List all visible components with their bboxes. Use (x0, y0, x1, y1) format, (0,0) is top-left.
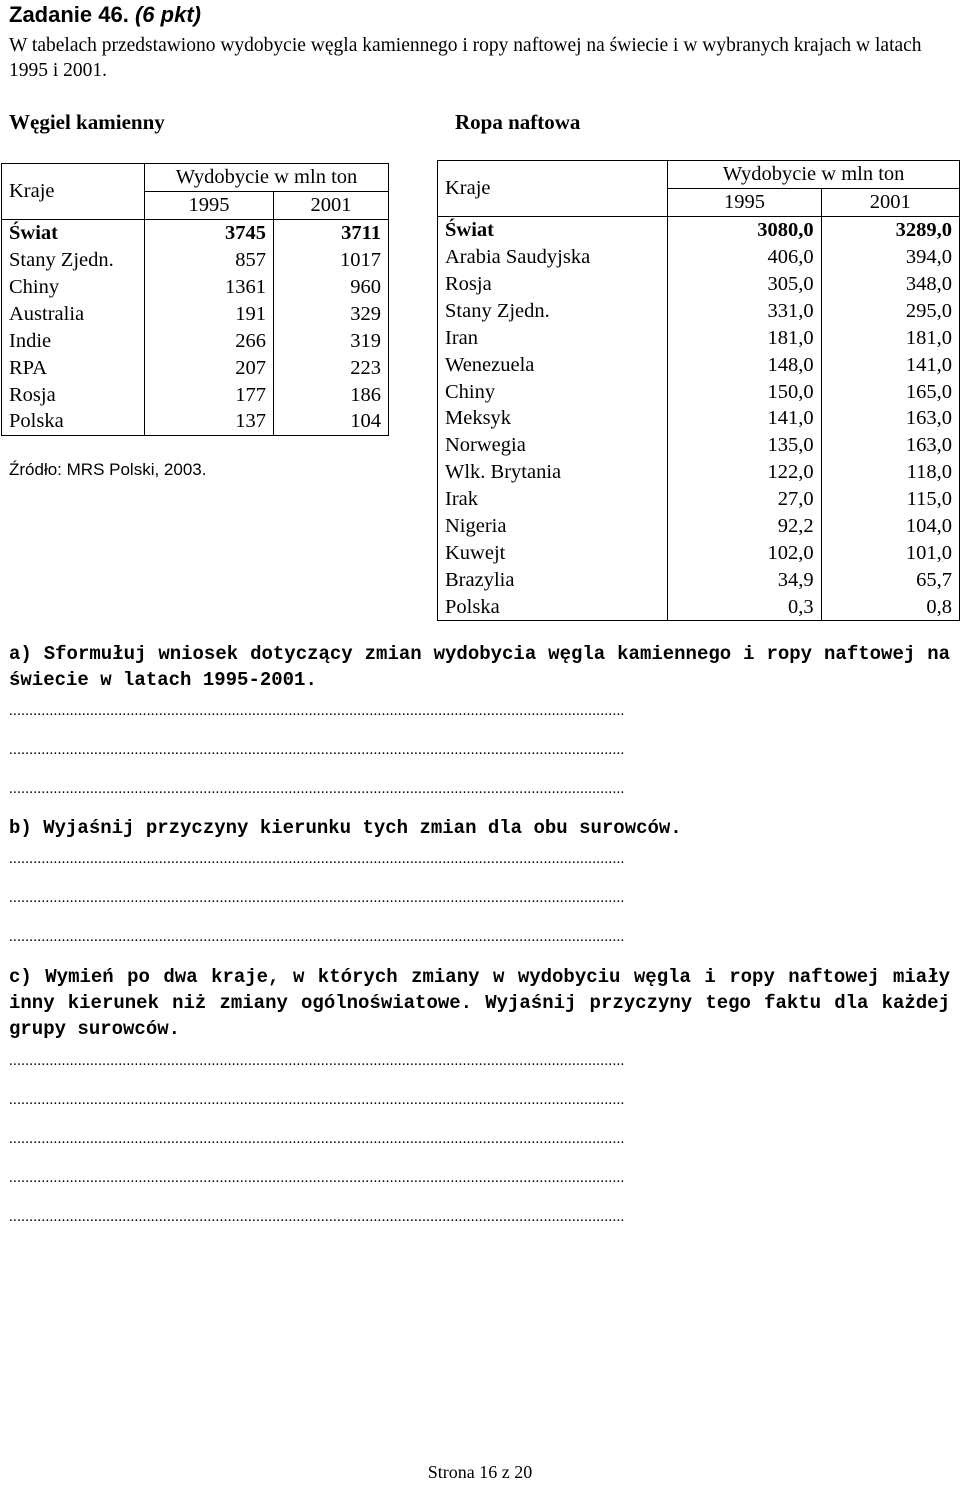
oil-value-1995: 181,0 (668, 324, 821, 351)
coal-country-cell: RPA (2, 354, 145, 381)
coal-header-row (2, 164, 389, 192)
coal-row (2, 300, 389, 327)
answer-line[interactable]: ........................................................................................................................................................ (9, 1209, 625, 1225)
oil-row (438, 216, 960, 243)
oil-value-1995: 331,0 (668, 297, 821, 324)
oil-value-2001: 295,0 (821, 297, 959, 324)
coal-col-production: Wydobycie w mln ton (145, 164, 389, 192)
coal-value-1995: 857 (145, 247, 274, 274)
coal-value-2001: 104 (274, 408, 389, 435)
coal-country-cell: Rosja (2, 381, 145, 408)
oil-value-1995: 305,0 (668, 271, 821, 298)
answer-line[interactable]: ........................................................................................................................................................ (9, 1053, 625, 1069)
coal-country-cell: Polska (2, 408, 145, 435)
oil-col-production: Wydobycie w mln ton (668, 161, 960, 189)
coal-row (2, 274, 389, 301)
oil-row (438, 539, 960, 566)
coal-year-2001: 2001 (274, 191, 389, 219)
oil-value-2001: 101,0 (821, 539, 959, 566)
oil-value-2001: 348,0 (821, 271, 959, 298)
coal-table (1, 163, 389, 436)
coal-col-country: Kraje (2, 164, 145, 220)
oil-year-2001: 2001 (821, 188, 959, 216)
oil-value-2001: 165,0 (821, 378, 959, 405)
oil-row (438, 486, 960, 513)
source-note: Źródło: MRS Polski, 2003. (9, 460, 207, 479)
oil-value-1995: 92,2 (668, 513, 821, 540)
oil-value-2001: 118,0 (821, 459, 959, 486)
coal-value-2001: 3711 (274, 219, 389, 246)
oil-country-cell: Stany Zjedn. (438, 297, 668, 324)
coal-value-2001: 960 (274, 274, 389, 301)
coal-row (2, 327, 389, 354)
oil-value-2001: 3289,0 (821, 216, 959, 243)
oil-row (438, 351, 960, 378)
coal-year-1995: 1995 (145, 191, 274, 219)
answer-line[interactable]: ........................................................................................................................................................ (9, 929, 625, 945)
coal-value-1995: 266 (145, 327, 274, 354)
oil-country-cell: Rosja (438, 271, 668, 298)
task-number: Zadanie 46. (9, 2, 129, 27)
oil-country-cell: Norwegia (438, 432, 668, 459)
answer-line[interactable]: ........................................................................................................................................................ (9, 890, 625, 906)
coal-value-1995: 177 (145, 381, 274, 408)
oil-table (437, 160, 960, 621)
oil-value-2001: 0,8 (821, 593, 959, 620)
oil-row (438, 324, 960, 351)
oil-value-1995: 34,9 (668, 566, 821, 593)
coal-value-2001: 186 (274, 381, 389, 408)
oil-value-2001: 181,0 (821, 324, 959, 351)
oil-row (438, 244, 960, 271)
oil-country-cell: Brazylia (438, 566, 668, 593)
answer-line[interactable]: ........................................................................................................................................................ (9, 1131, 625, 1147)
oil-country-cell: Arabia Saudyjska (438, 244, 668, 271)
oil-value-1995: 122,0 (668, 459, 821, 486)
answer-line[interactable]: ........................................................................................................................................................ (9, 781, 625, 797)
oil-value-2001: 163,0 (821, 405, 959, 432)
oil-row (438, 459, 960, 486)
oil-value-2001: 104,0 (821, 513, 959, 540)
oil-value-1995: 150,0 (668, 378, 821, 405)
oil-country-cell: Meksyk (438, 405, 668, 432)
coal-row (2, 381, 389, 408)
question-c: c) Wymień po dwa kraje, w których zmiany w wydobyciu węgla i ropy naftowej miały inny kierunek niż zmiany ogólnoświatowe. Wyjaśnij przyczyny tego faktu dla każdej grupy surowców. (9, 966, 950, 1040)
coal-title: Węgiel kamienny (9, 110, 165, 134)
task-title (9, 2, 201, 28)
page-footer: Strona 16 z 20 (427, 1462, 533, 1482)
coal-value-2001: 329 (274, 300, 389, 327)
oil-value-1995: 148,0 (668, 351, 821, 378)
coal-value-1995: 191 (145, 300, 274, 327)
coal-row (2, 219, 389, 246)
oil-country-cell: Irak (438, 486, 668, 513)
oil-country-cell: Wlk. Brytania (438, 459, 668, 486)
oil-row (438, 566, 960, 593)
oil-value-1995: 102,0 (668, 539, 821, 566)
oil-value-2001: 394,0 (821, 244, 959, 271)
oil-col-country: Kraje (438, 161, 668, 217)
answer-line[interactable]: ........................................................................................................................................................ (9, 851, 625, 867)
coal-value-1995: 3745 (145, 219, 274, 246)
oil-row (438, 297, 960, 324)
oil-country-cell: Świat (438, 216, 668, 243)
oil-value-2001: 65,7 (821, 566, 959, 593)
oil-header-row (438, 161, 960, 189)
answer-line[interactable]: ........................................................................................................................................................ (9, 1170, 625, 1186)
oil-value-1995: 141,0 (668, 405, 821, 432)
task-intro: W tabelach przedstawiono wydobycie węgla kamiennego i ropy naftowej na świecie i w wybranych krajach w latach 1995 i 2001. (9, 35, 922, 81)
oil-row (438, 513, 960, 540)
answer-line[interactable]: ........................................................................................................................................................ (9, 703, 625, 719)
oil-row (438, 405, 960, 432)
answer-line[interactable]: ........................................................................................................................................................ (9, 1092, 625, 1108)
answer-line[interactable]: ........................................................................................................................................................ (9, 742, 625, 758)
coal-country-cell: Świat (2, 219, 145, 246)
oil-row (438, 593, 960, 620)
oil-country-cell: Iran (438, 324, 668, 351)
oil-year-1995: 1995 (668, 188, 821, 216)
oil-value-1995: 3080,0 (668, 216, 821, 243)
coal-value-2001: 223 (274, 354, 389, 381)
oil-country-cell: Nigeria (438, 513, 668, 540)
oil-country-cell: Wenezuela (438, 351, 668, 378)
coal-country-cell: Stany Zjedn. (2, 247, 145, 274)
oil-row (438, 271, 960, 298)
coal-country-cell: Australia (2, 300, 145, 327)
coal-value-1995: 207 (145, 354, 274, 381)
oil-value-2001: 115,0 (821, 486, 959, 513)
coal-value-1995: 137 (145, 408, 274, 435)
coal-country-cell: Chiny (2, 274, 145, 301)
coal-row (2, 354, 389, 381)
oil-row (438, 378, 960, 405)
coal-row (2, 247, 389, 274)
oil-value-1995: 0,3 (668, 593, 821, 620)
oil-title: Ropa naftowa (455, 110, 581, 134)
coal-value-2001: 1017 (274, 247, 389, 274)
coal-value-2001: 319 (274, 327, 389, 354)
oil-value-2001: 141,0 (821, 351, 959, 378)
question-b: b) Wyjaśnij przyczyny kierunku tych zmian dla obu surowców. (9, 817, 682, 839)
coal-country-cell: Indie (2, 327, 145, 354)
oil-country-cell: Kuwejt (438, 539, 668, 566)
oil-row (438, 432, 960, 459)
question-a: a) Sformułuj wniosek dotyczący zmian wydobycia węgla kamiennego i ropy naftowej na świecie w latach 1995-2001. (9, 643, 950, 691)
oil-country-cell: Chiny (438, 378, 668, 405)
task-points: (6 pkt) (134, 2, 201, 27)
coal-row (2, 408, 389, 435)
oil-country-cell: Polska (438, 593, 668, 620)
oil-value-2001: 163,0 (821, 432, 959, 459)
oil-value-1995: 135,0 (668, 432, 821, 459)
oil-value-1995: 27,0 (668, 486, 821, 513)
oil-value-1995: 406,0 (668, 244, 821, 271)
coal-value-1995: 1361 (145, 274, 274, 301)
